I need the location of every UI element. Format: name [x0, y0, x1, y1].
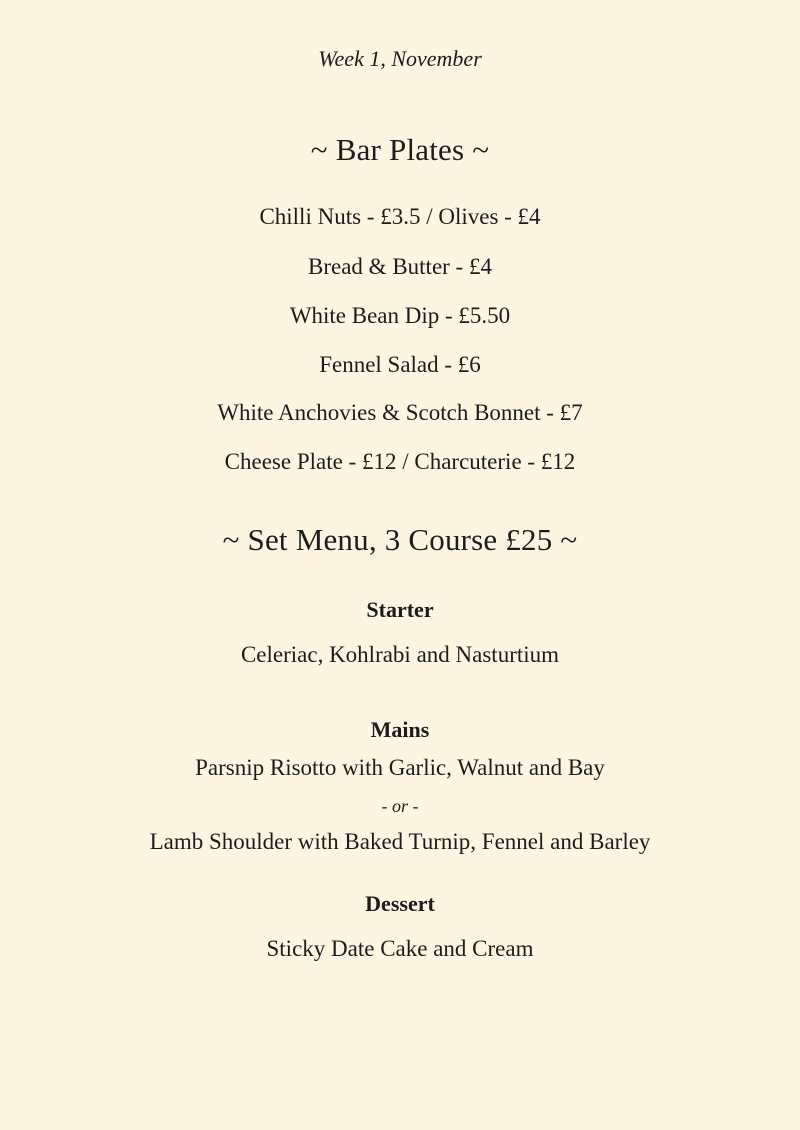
dessert-heading: Dessert [365, 891, 435, 916]
bar-plates-title: ~ Bar Plates ~ [310, 132, 490, 167]
bar-plate-item: Chilli Nuts - £3.5 / Olives - £4 [259, 204, 541, 229]
bar-plate-item: Fennel Salad - £6 [319, 352, 481, 377]
mains-item: Parsnip Risotto with Garlic, Walnut and Bay [195, 755, 605, 780]
bar-plate-item: White Anchovies & Scotch Bonnet - £7 [217, 400, 583, 425]
mains-item: Lamb Shoulder with Baked Turnip, Fennel and Barley [149, 829, 651, 854]
starter-item: Celeriac, Kohlrabi and Nasturtium [240, 642, 560, 667]
week-label: Week 1, November [318, 46, 482, 71]
bar-plate-item: Bread & Butter - £4 [308, 254, 492, 279]
bar-plate-item: White Bean Dip - £5.50 [289, 303, 511, 328]
mains-heading: Mains [370, 717, 430, 742]
mains-or-separator: - or - [381, 796, 419, 816]
starter-heading: Starter [366, 597, 434, 622]
bar-plate-item: Cheese Plate - £12 / Charcuterie - £12 [224, 449, 576, 474]
dessert-item: Sticky Date Cake and Cream [266, 936, 534, 961]
set-menu-title: ~ Set Menu, 3 Course £25 ~ [222, 522, 578, 557]
